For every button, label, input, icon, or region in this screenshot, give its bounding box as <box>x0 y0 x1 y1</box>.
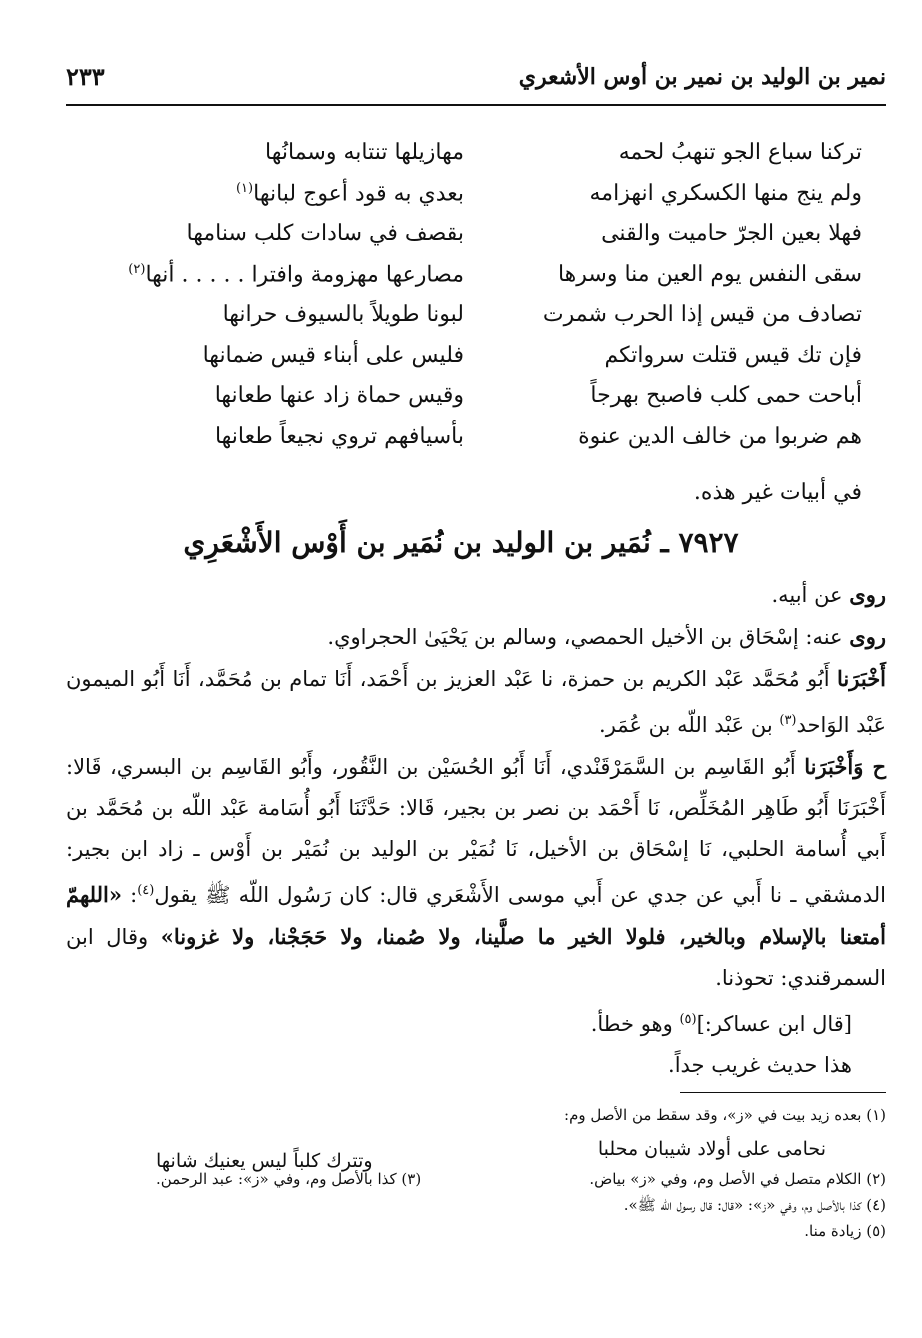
verse <box>100 379 862 420</box>
verse-second-hemistich <box>236 181 464 206</box>
paragraph-text: أَبُو القَاسِم بن السَّمَرْقَنْدي، أَنَا أَبُو الحُسَيْن بن النَّقُور، وأَبُو القَاسِم بن البسري، قَالا: أَخْبَرَنَا أَبُو طَاهِر المُخَلِّص، نَا أَحْمَد بن نصر بن بجير، قَالا: حَدَّثَنَا أَبُو أُسَامة عَبْد اللّه بن مُحَمَّد بن أَبي أُسامة الحلبي، نَا إسْحَاق بن الأخيل، نَا نُمَيْر بن الوليد بن نُمَيْر بن أَوْس ـ زاد ابن بجير: الدمشقي ـ نا أَبي عن جدي عن أَبي موسى الأَشْعَري قال: كان رَسُول اللّه ﷺ يقول <box>66 755 886 907</box>
running-title: نمير بن الوليد بن نمير بن أوس الأشعري <box>518 64 886 90</box>
paragraph-text: عنه: إسْحَاق بن الأخيل الحمصي، وسالم بن يَحْيَىٰ الحجراوي. <box>327 625 850 649</box>
verse-second-hemistich: فليس على أبناء قيس ضمانها <box>202 342 464 368</box>
verse-first-hemistich: تصادف من قيس إذا الحرب شمرت <box>542 302 862 327</box>
verse <box>100 298 862 339</box>
page-header <box>66 58 886 104</box>
page-number: ٢٣٣ <box>66 62 105 91</box>
paragraph-isnad-1 <box>66 658 886 746</box>
paragraph-editor-note <box>66 999 886 1045</box>
footnote <box>66 1194 886 1220</box>
poem <box>100 136 862 460</box>
paragraph-text: بن عَبْد اللّه بن عُمَر. <box>599 713 780 737</box>
verse-second-hemistich: مهازيلها تنتابه وسمانُها <box>265 140 464 165</box>
paragraph-narrators <box>66 616 886 658</box>
footnote-text: (٥) زيادة منا. <box>804 1222 886 1240</box>
footnote-marker: (٢) <box>128 261 146 277</box>
hemistich-text: مصارعها مهزومة وافترا . . . . . أنها <box>145 261 464 287</box>
entry-body <box>66 574 886 1086</box>
verse <box>100 177 862 218</box>
verse-second-hemistich: لبونا طويلاً بالسيوف حرانها <box>222 302 464 327</box>
paragraph-text: عن أبيه. <box>771 583 850 607</box>
paragraph-isnad-2 <box>66 746 886 999</box>
paragraph-text: أَبُو مُحَمَّد عَبْد الكريم بن حمزة، نا عَبْد العزيز بن أَحْمَد، أَنَا تمام بن مُحَمَّد، أَنَا أَبُو الميمون عَبْد الوَاحد <box>66 667 886 737</box>
keyword: ح وَأَخْبَرَنا <box>804 754 887 779</box>
footnote-text: (٢) الكلام متصل في الأصل وم، وفي «ز» بياض. <box>589 1170 886 1188</box>
verse-second-hemistich <box>128 262 464 287</box>
footnote <box>66 1104 886 1130</box>
footnotes <box>66 1104 886 1246</box>
verse <box>100 339 862 380</box>
footnote <box>66 1168 886 1194</box>
hemistich-text: بعدي به قود أعوج لبانها <box>253 180 464 206</box>
verse <box>100 217 862 258</box>
verse <box>100 136 862 177</box>
footnote-marker: (٥) <box>679 1012 697 1027</box>
footnote-verse-second: وتترك كلباً ليس يعنيك شانها <box>156 1150 373 1172</box>
paragraph-text: وهو خطأ. <box>590 1012 680 1036</box>
footnote-marker: (٤) <box>137 883 155 898</box>
footnote-marker: (٣) <box>779 713 797 728</box>
keyword: روى <box>849 582 886 607</box>
verse-second-hemistich: بقصف في سادات كلب سنامها <box>186 221 464 246</box>
header-rule <box>66 104 886 106</box>
keyword: روى <box>849 624 886 649</box>
poem-note: في أبيات غير هذه. <box>693 480 862 505</box>
verse-second-hemistich: بأسيافهم تروي نجيعاً طعانها <box>214 423 464 449</box>
verse-first-hemistich: ولم ينج منها الكسكري انهزامه <box>589 180 862 206</box>
paragraph-grading <box>66 1045 886 1086</box>
verse-first-hemistich: فإن تك قيس قتلت سرواتكم <box>604 342 862 368</box>
paragraph-text: [قال ابن عساكر:] <box>696 1012 852 1036</box>
footnote-marker: (١) <box>235 180 254 196</box>
footnote-text: (٣) كذا بالأصل وم، وفي «ز»: عبد الرحمن. <box>156 1170 422 1188</box>
footnote <box>66 1220 886 1246</box>
verse <box>100 258 862 299</box>
footnote-verse <box>66 1130 886 1172</box>
entry-heading: ٧٩٢٧ ـ نُمَير بن الوليد بن نُمَير بن أَوْس الأَشْعَرِي <box>183 526 739 559</box>
keyword: أَخْبَرَنا <box>837 666 887 691</box>
footnote-text: (٤) كذا بالأصل وم، وفي «ز»: «قال: قال رسول الله ﷺ». <box>623 1196 886 1214</box>
footnote-rule <box>680 1092 886 1093</box>
verse-first-hemistich: فهلا بعين الجرّ حاميت والقنى <box>601 221 862 246</box>
footnote-text: (١) بعده زيد بيت في «ز»، وقد سقط من الأصل وم: <box>564 1106 886 1124</box>
paragraph-text: وقال ابن السمرقندي: تحوذنا. <box>66 925 886 990</box>
verse-first-hemistich: هم ضربوا من خالف الدين عنوة <box>578 423 862 449</box>
verse-first-hemistich: سقى النفس يوم العين منا وسرها <box>557 261 862 287</box>
footnote-verse-first: نحامى على أولاد شيبان محلبا <box>597 1138 826 1160</box>
verse-first-hemistich: أباحت حمى كلب فاصبح بهرجاً <box>590 383 862 408</box>
hadith-text: «اللهمّ أمتعنا بالإسلام وبالخير، فلولا الخير ما صلَّينا، ولا صُمنا، ولا حَجَجْنا، ولا غزونا» <box>66 882 886 949</box>
verse-first-hemistich: تركنا سباع الجو تنهبُ لحمه <box>618 140 862 165</box>
paragraph-narrated-from <box>66 574 886 616</box>
colon: : <box>121 883 138 907</box>
verse-second-hemistich: وقيس حماة زاد عنها طعانها <box>214 383 464 408</box>
paragraph-text: هذا حديث غريب جداً. <box>668 1053 852 1077</box>
verse <box>100 420 862 461</box>
